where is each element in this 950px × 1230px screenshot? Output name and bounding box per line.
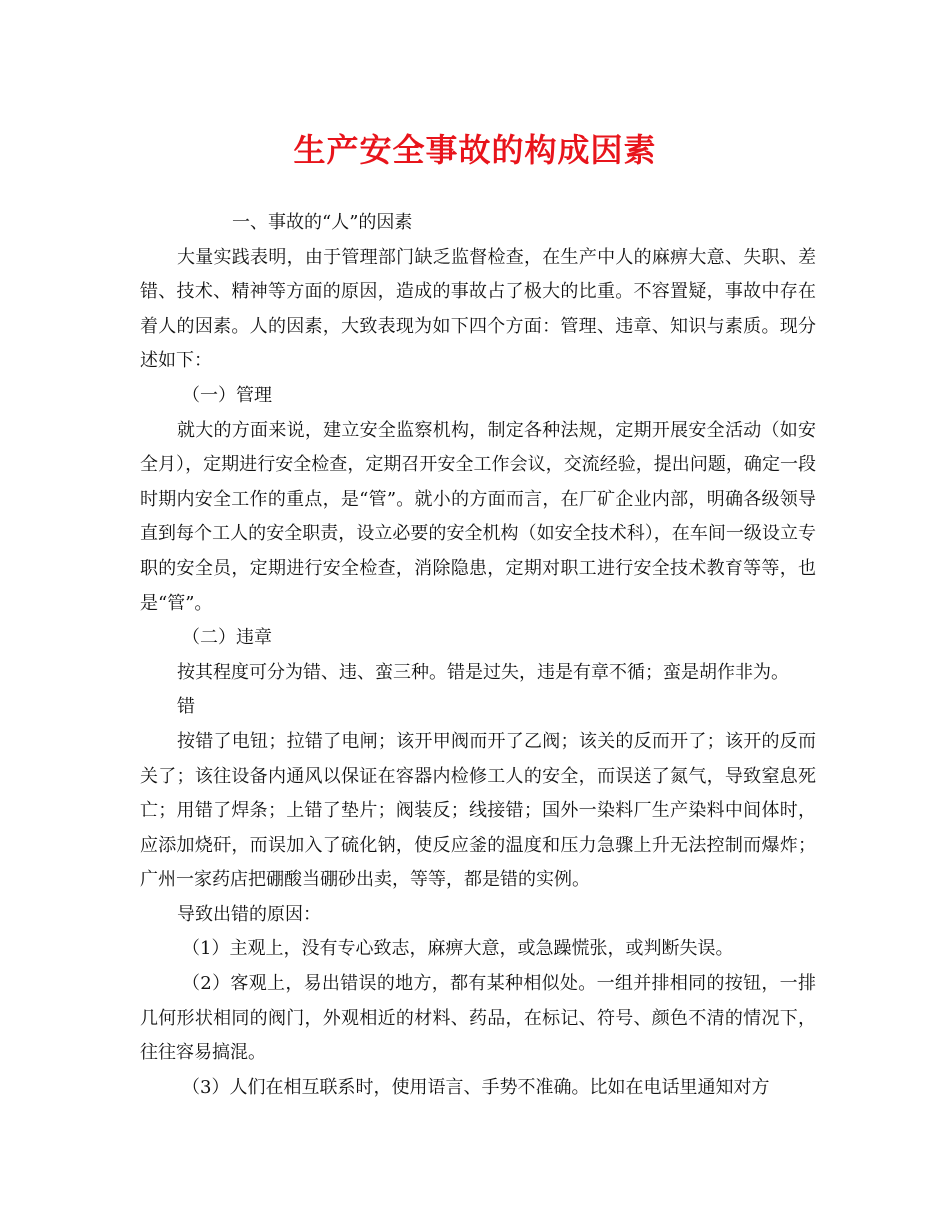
error-label: 错 bbox=[177, 696, 195, 718]
sub-heading-violation: （二）违章 bbox=[182, 627, 272, 649]
causes-label: 导致出错的原因： bbox=[177, 903, 321, 925]
sub-heading-management: （一）管理 bbox=[182, 384, 272, 406]
error-paragraph: 按错了电钮；拉错了电闸；该开甲阀而开了乙阀；该关的反而开了；该开的反而关了；该往设备内通风以保证在容器内检修工人的安全，而误送了氮气，导致窒息死亡；用错了焊条；上错了垫片；阀装反；线接错；国外一染料厂生产染料中间体时，应添加烧矸，而误加入了硫化钠，使反应釜的温度和压力急骤上升无法控制而爆炸；广州一家药店把硼酸当硼砂出卖，等等，都是错的实例。 bbox=[140, 730, 816, 891]
document-body bbox=[140, 206, 816, 1105]
document-title: 生产安全事故的构成因素 bbox=[293, 131, 657, 169]
cause-item-3: （3）人们在相互联系时，使用语言、手势不准确。比如在电话里通知对方 bbox=[182, 1076, 770, 1098]
cause-item-1: （1）主观上，没有专心致志，麻痹大意，或急躁慌张，或判断失误。 bbox=[182, 938, 734, 960]
violation-paragraph: 按其程度可分为错、违、蛮三种。错是过失，违是有章不循；蛮是胡作非为。 bbox=[177, 661, 789, 683]
cause-item-2: （2）客观上，易出错误的地方，都有某种相似处。一组并排相同的按钮，一排几何形状相同的阀门，外观相近的材料、药品，在标记、符号、颜色不清的情况下，往往容易搞混。 bbox=[140, 973, 816, 1064]
intro-paragraph: 大量实践表明，由于管理部门缺乏监督检查，在生产中人的麻痹大意、失职、差错、技术、精神等方面的原因，造成的事故占了极大的比重。不容置疑，事故中存在着人的因素。人的因素，大致表现为如下四个方面：管理、违章、知识与素质。现分述如下： bbox=[140, 246, 816, 372]
management-paragraph: 就大的方面来说，建立安全监察机构，制定各种法规，定期开展安全活动（如安全月），定期进行安全检查，定期召开安全工作会议，交流经验，提出问题，确定一段时期内安全工作的重点，是“管”。就小的方面而言，在厂矿企业内部，明确各级领导直到每个工人的安全职责，设立必要的安全机构（如安全技术科），在车间一级设立专职的安全员，定期进行安全检查，消除隐患，定期对职工进行安全技术教育等等，也是“管”。 bbox=[140, 419, 816, 614]
section-heading: 一、事故的“人”的因素 bbox=[232, 212, 413, 233]
